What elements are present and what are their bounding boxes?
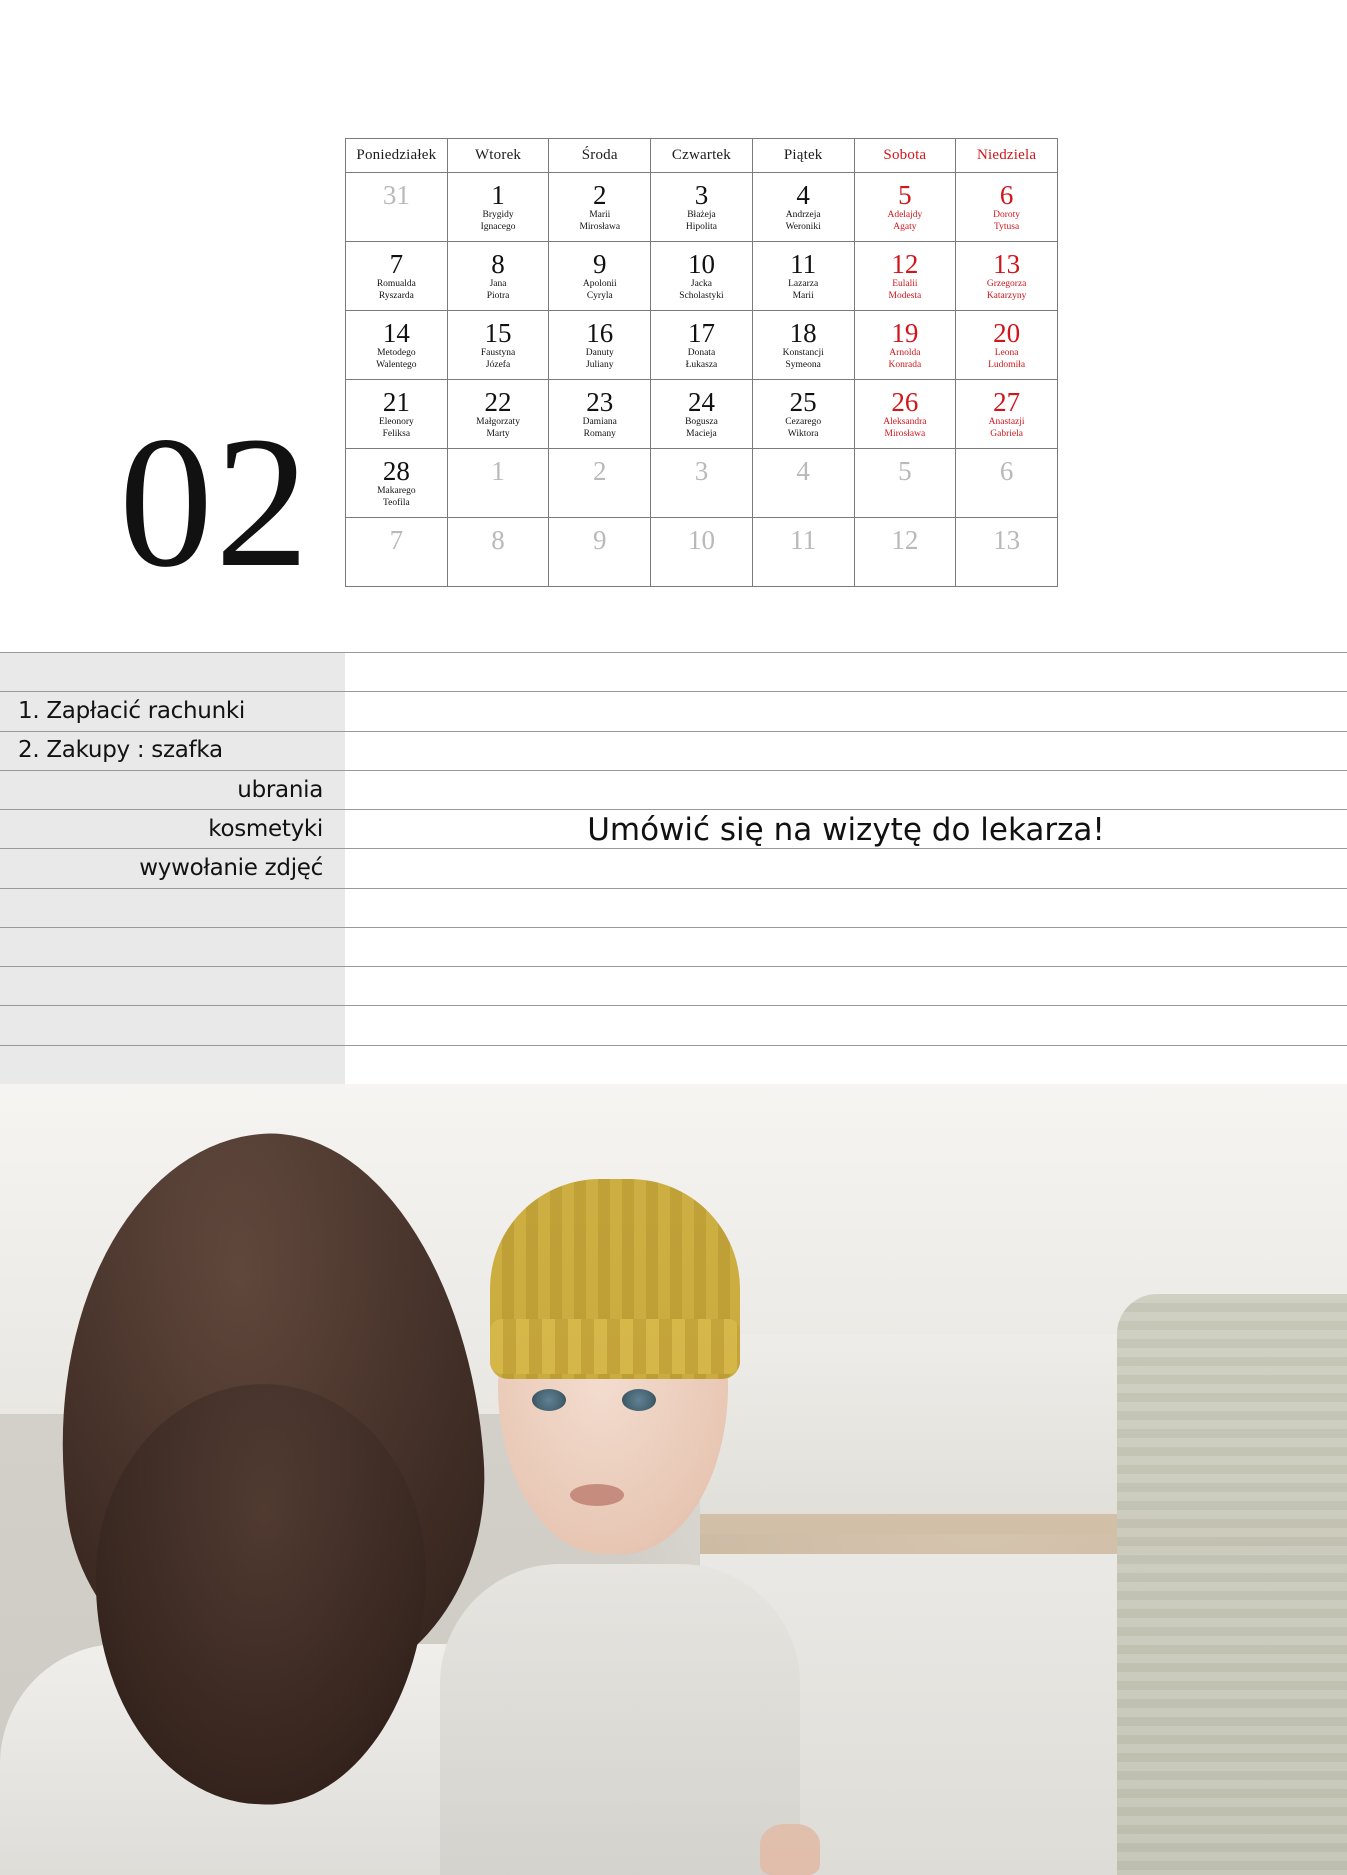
calendar-day-nameday: Błażeja Hipolita bbox=[685, 210, 718, 232]
calendar-day-cell[interactable] bbox=[854, 518, 956, 587]
calendar-day-cell[interactable] bbox=[854, 173, 956, 242]
calendar-day-cell[interactable] bbox=[549, 449, 651, 518]
calendar-day-number: 9 bbox=[593, 249, 607, 279]
calendar-day-cell[interactable] bbox=[447, 173, 549, 242]
calendar-day-cell[interactable] bbox=[956, 242, 1058, 311]
photo-baby-eye-right bbox=[622, 1389, 656, 1411]
calendar-day-cell[interactable] bbox=[549, 311, 651, 380]
calendar-day-number: 17 bbox=[687, 318, 715, 348]
calendar-day-cell[interactable] bbox=[346, 380, 448, 449]
calendar-day-number: 12 bbox=[891, 525, 919, 555]
calendar-day-number: 2 bbox=[593, 180, 607, 210]
calendar-day-number: 5 bbox=[898, 456, 912, 486]
calendar-day-nameday: Apolonii Cyryla bbox=[582, 279, 617, 301]
calendar-week-row bbox=[346, 242, 1058, 311]
calendar-day-cell[interactable] bbox=[549, 173, 651, 242]
todo-item[interactable]: 1. Zapłacić rachunki bbox=[18, 698, 245, 724]
todo-item[interactable]: kosmetyki bbox=[208, 815, 323, 842]
calendar-day-cell[interactable] bbox=[447, 380, 549, 449]
calendar-day-number: 27 bbox=[993, 387, 1021, 417]
calendar-day-nameday: Eulalii Modesta bbox=[888, 279, 922, 301]
calendar-day-nameday: Arnolda Konrada bbox=[888, 348, 922, 370]
calendar-day-number: 6 bbox=[999, 180, 1014, 210]
calendar-day-cell[interactable] bbox=[854, 380, 956, 449]
calendar-day-number: 6 bbox=[999, 456, 1014, 486]
todo-item[interactable]: 2. Zakupy : szafka bbox=[18, 737, 223, 764]
calendar-day-cell[interactable] bbox=[651, 242, 753, 311]
calendar-day-nameday: Marii Mirosława bbox=[579, 210, 621, 232]
calendar-day-cell[interactable] bbox=[752, 380, 854, 449]
calendar-day-number: 7 bbox=[389, 249, 404, 279]
calendar-day-cell[interactable] bbox=[447, 518, 549, 587]
calendar-day-number: 11 bbox=[790, 525, 817, 555]
calendar-day-number: 8 bbox=[491, 249, 505, 279]
calendar-day-nameday: Metodego Walentego bbox=[376, 348, 417, 370]
todo-item[interactable]: ubrania bbox=[237, 776, 323, 803]
calendar-day-cell[interactable] bbox=[854, 242, 956, 311]
calendar-day-cell[interactable] bbox=[752, 242, 854, 311]
calendar-day-cell[interactable] bbox=[549, 242, 651, 311]
notes-section bbox=[0, 652, 1347, 1084]
calendar-day-number: 9 bbox=[593, 525, 607, 555]
calendar-day-number: 31 bbox=[382, 180, 410, 210]
calendar-day-cell[interactable] bbox=[549, 518, 651, 587]
calendar-day-number: 28 bbox=[382, 456, 410, 486]
calendar-day-number: 26 bbox=[891, 387, 919, 417]
calendar-day-cell[interactable] bbox=[956, 518, 1058, 587]
calendar-day-cell[interactable] bbox=[651, 173, 753, 242]
calendar-week-row bbox=[346, 173, 1058, 242]
calendar-day-number: 21 bbox=[382, 387, 410, 417]
calendar-day-number: 5 bbox=[898, 180, 912, 210]
calendar-day-cell[interactable] bbox=[651, 380, 753, 449]
calendar-day-cell[interactable] bbox=[346, 173, 448, 242]
calendar-day-nameday: Lazarza Marii bbox=[788, 279, 819, 301]
calendar-day-number: 20 bbox=[993, 318, 1021, 348]
calendar-day-nameday: Makarego Teofila bbox=[377, 486, 416, 508]
calendar-day-cell[interactable] bbox=[651, 449, 753, 518]
calendar-day-number: 10 bbox=[687, 525, 715, 555]
calendar-day-cell[interactable] bbox=[549, 380, 651, 449]
calendar-day-cell[interactable] bbox=[956, 380, 1058, 449]
calendar-day-nameday: Faustyna Józefa bbox=[480, 348, 516, 370]
calendar-day-number: 24 bbox=[687, 387, 715, 417]
calendar-day-number: 3 bbox=[694, 456, 709, 486]
calendar-day-nameday: Jana Piotra bbox=[486, 279, 510, 301]
calendar-day-nameday: Aleksandra Mirosława bbox=[883, 417, 927, 439]
calendar-day-cell[interactable] bbox=[447, 449, 549, 518]
calendar-day-number: 13 bbox=[993, 249, 1021, 279]
calendar-week-row bbox=[346, 449, 1058, 518]
calendar-weekday-header: Sobota bbox=[854, 139, 956, 173]
calendar-day-nameday: Bogusza Macieja bbox=[685, 417, 718, 439]
photo-baby-eye-left bbox=[532, 1389, 566, 1411]
calendar-day-cell[interactable] bbox=[651, 311, 753, 380]
calendar-day-nameday: Anastazji Gabriela bbox=[988, 417, 1025, 439]
calendar-weekday-header: Piątek bbox=[752, 139, 854, 173]
calendar-header-row bbox=[346, 139, 1058, 173]
photo-mother-and-baby bbox=[0, 1084, 1347, 1875]
calendar-day-number: 12 bbox=[891, 249, 919, 279]
calendar-day-number: 15 bbox=[484, 318, 512, 348]
calendar-day-cell[interactable] bbox=[346, 449, 448, 518]
calendar-weekday-header: Środa bbox=[549, 139, 651, 173]
photo-baby-body bbox=[440, 1564, 800, 1875]
calendar-day-cell[interactable] bbox=[752, 311, 854, 380]
calendar-day-nameday: Małgorzaty Marty bbox=[476, 417, 520, 439]
calendar-day-number: 8 bbox=[491, 525, 505, 555]
photo-baby-hat-brim bbox=[490, 1319, 740, 1374]
calendar-day-number: 4 bbox=[796, 456, 810, 486]
calendar-day-number: 7 bbox=[389, 525, 404, 555]
photo-knit-blanket bbox=[1117, 1294, 1347, 1875]
calendar-day-nameday: Grzegorza Katarzyny bbox=[986, 279, 1027, 301]
calendar-day-cell[interactable] bbox=[752, 449, 854, 518]
calendar-day-cell[interactable] bbox=[956, 173, 1058, 242]
reminder-text: Umówić się na wizytę do lekarza! bbox=[587, 812, 1105, 848]
calendar-day-number: 16 bbox=[586, 318, 614, 348]
calendar-table bbox=[345, 138, 1058, 587]
calendar-day-nameday: Jacka Scholastyki bbox=[679, 279, 724, 301]
calendar-day-nameday: Danuty Juliany bbox=[585, 348, 614, 370]
calendar-day-cell[interactable] bbox=[651, 518, 753, 587]
calendar-day-number: 3 bbox=[694, 180, 709, 210]
calendar-day-cell[interactable] bbox=[956, 449, 1058, 518]
calendar-weekday-header: Czwartek bbox=[651, 139, 753, 173]
calendar-day-number: 22 bbox=[484, 387, 512, 417]
calendar-day-nameday: Cezarego Wiktora bbox=[785, 417, 822, 439]
calendar-weekday-header: Wtorek bbox=[447, 139, 549, 173]
calendar-day-cell[interactable] bbox=[854, 311, 956, 380]
calendar-day-nameday: Damiana Romany bbox=[582, 417, 617, 439]
calendar-day-number: 2 bbox=[593, 456, 607, 486]
calendar-day-number: 13 bbox=[993, 525, 1021, 555]
calendar-day-nameday: Konstancji Symeona bbox=[782, 348, 824, 370]
calendar-day-nameday: Andrzeja Weroniki bbox=[785, 210, 821, 232]
calendar-day-nameday: Donata Łukasza bbox=[685, 348, 718, 370]
calendar-week-row bbox=[346, 311, 1058, 380]
calendar-day-number: 19 bbox=[891, 318, 919, 348]
calendar-day-number: 11 bbox=[790, 249, 817, 279]
calendar-day-cell[interactable] bbox=[854, 449, 956, 518]
calendar-day-cell[interactable] bbox=[346, 518, 448, 587]
calendar-day-number: 25 bbox=[789, 387, 817, 417]
calendar-day-nameday: Romualda Ryszarda bbox=[376, 279, 416, 301]
photo-baby-mouth bbox=[570, 1484, 624, 1506]
calendar-day-number: 1 bbox=[491, 456, 505, 486]
calendar-body bbox=[346, 173, 1058, 587]
month-number: 02 bbox=[119, 397, 311, 606]
reminder-area bbox=[345, 652, 1347, 1084]
calendar-day-cell[interactable] bbox=[752, 173, 854, 242]
calendar-day-number: 1 bbox=[491, 180, 505, 210]
calendar-day-nameday: Adelajdy Agaty bbox=[887, 210, 923, 232]
photo-canvas bbox=[0, 1084, 1347, 1875]
calendar-day-cell[interactable] bbox=[346, 311, 448, 380]
calendar-day-cell[interactable] bbox=[956, 311, 1058, 380]
photo-baby-foot bbox=[760, 1824, 820, 1875]
calendar-weekday-header: Niedziela bbox=[956, 139, 1058, 173]
calendar-day-cell[interactable] bbox=[447, 242, 549, 311]
calendar-day-cell[interactable] bbox=[346, 242, 448, 311]
calendar-day-nameday: Leona Ludomiła bbox=[988, 348, 1026, 370]
calendar-weekday-header: Poniedziałek bbox=[346, 139, 448, 173]
calendar-day-number: 23 bbox=[586, 387, 614, 417]
calendar-week-row bbox=[346, 380, 1058, 449]
calendar-day-number: 14 bbox=[382, 318, 410, 348]
calendar-day-number: 18 bbox=[789, 318, 817, 348]
calendar-day-nameday: Brygidy Ignacego bbox=[480, 210, 516, 232]
calendar-day-nameday: Eleonory Feliksa bbox=[378, 417, 414, 439]
calendar-day-number: 4 bbox=[796, 180, 810, 210]
calendar-day-number: 10 bbox=[687, 249, 715, 279]
calendar-day-cell[interactable] bbox=[447, 311, 549, 380]
calendar-day-nameday: Doroty Tytusa bbox=[993, 210, 1021, 232]
calendar-week-row bbox=[346, 518, 1058, 587]
calendar-day-cell[interactable] bbox=[752, 518, 854, 587]
todo-item[interactable]: wywołanie zdjęć bbox=[139, 855, 323, 882]
